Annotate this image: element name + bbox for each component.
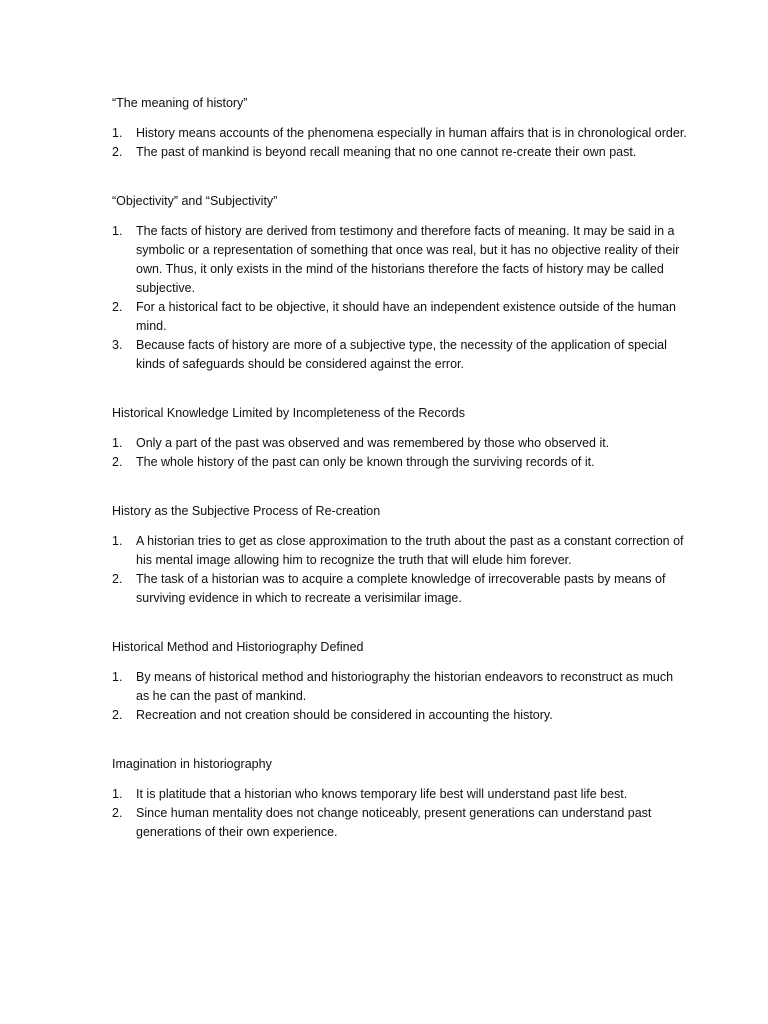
list-item-text: Because facts of history are more of a subjective type, the necessity of the application of special kinds of safeguards should be considered against the error. <box>136 338 667 371</box>
list-item-text: The facts of history are derived from testimony and therefore facts of meaning. It may be said in a symbolic or a representation of something that once was real, but it has no objective reality of their own. Thus, it only exists in the mind of the historians therefore the facts of history may be called subjective. <box>136 224 680 295</box>
section-historical-knowledge-limited <box>112 404 688 472</box>
section-imagination <box>112 755 688 842</box>
list-number: 1. <box>112 126 123 140</box>
section-heading: Historical Method and Historiography Defined <box>112 640 364 654</box>
list-item-text: For a historical fact to be objective, it should have an independent existence outside of the human mind. <box>136 300 676 333</box>
numbered-list <box>112 668 688 725</box>
section-heading: Imagination in historiography <box>112 757 272 771</box>
list-number: 2. <box>112 708 123 722</box>
list-item <box>112 785 688 804</box>
list-item <box>112 336 688 374</box>
list-item <box>112 434 688 453</box>
list-number: 1. <box>112 224 123 238</box>
section-meaning-of-history <box>112 94 688 162</box>
section-objectivity-subjectivity <box>112 192 688 374</box>
list-item-text: Recreation and not creation should be considered in accounting the history. <box>136 708 553 722</box>
list-item-text: Only a part of the past was observed and was remembered by those who observed it. <box>136 436 610 450</box>
numbered-list <box>112 785 688 842</box>
section-method-and-historiography <box>112 638 688 725</box>
list-item <box>112 124 688 143</box>
section-subjective-process <box>112 502 688 608</box>
list-item-text: It is platitude that a historian who knows temporary life best will understand past life best. <box>136 787 628 801</box>
list-item <box>112 668 688 706</box>
list-item <box>112 453 688 472</box>
list-item-text: By means of historical method and historiography the historian endeavors to reconstruct as much as he can the past of mankind. <box>136 670 674 703</box>
list-number: 2. <box>112 572 123 586</box>
list-item-text: A historian tries to get as close approximation to the truth about the past as a constant correction of his mental image allowing him to recognize the truth that will elude him forever. <box>136 534 684 567</box>
list-number: 1. <box>112 436 123 450</box>
list-item <box>112 222 688 298</box>
section-heading: “Objectivity” and “Subjectivity” <box>112 194 278 208</box>
list-number: 2. <box>112 300 123 314</box>
list-number: 1. <box>112 534 123 548</box>
list-item-text: The task of a historian was to acquire a complete knowledge of irrecoverable pasts by means of surviving evidence in which to recreate a verisimilar image. <box>136 572 666 605</box>
list-item <box>112 570 688 608</box>
list-item <box>112 298 688 336</box>
list-item-text: Since human mentality does not change noticeably, present generations can understand past generations of their own experience. <box>136 806 652 839</box>
list-item <box>112 706 688 725</box>
list-number: 1. <box>112 787 123 801</box>
numbered-list <box>112 222 688 374</box>
list-item-text: History means accounts of the phenomena especially in human affairs that is in chronological order. <box>136 126 687 140</box>
list-number: 3. <box>112 338 123 352</box>
list-number: 1. <box>112 670 123 684</box>
list-item <box>112 804 688 842</box>
list-item <box>112 532 688 570</box>
section-heading: Historical Knowledge Limited by Incompleteness of the Records <box>112 406 465 420</box>
section-heading: “The meaning of history” <box>112 96 248 110</box>
numbered-list <box>112 434 688 472</box>
section-heading: History as the Subjective Process of Re-creation <box>112 504 381 518</box>
numbered-list <box>112 124 688 162</box>
list-item-text: The whole history of the past can only be known through the surviving records of it. <box>136 455 595 469</box>
list-number: 2. <box>112 145 123 159</box>
list-item-text: The past of mankind is beyond recall meaning that no one cannot re-create their own past. <box>136 145 637 159</box>
numbered-list <box>112 532 688 608</box>
list-item <box>112 143 688 162</box>
list-number: 2. <box>112 455 123 469</box>
list-number: 2. <box>112 806 123 820</box>
